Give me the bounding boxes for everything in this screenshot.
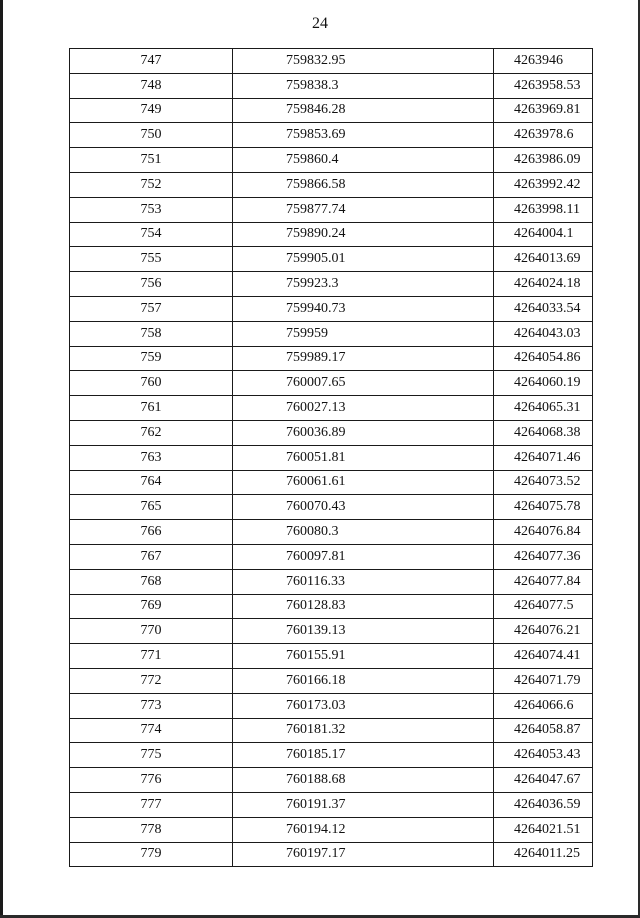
x-coordinate-cell: 759846.28 <box>233 98 494 123</box>
table-row <box>70 148 593 173</box>
table-row <box>70 247 593 272</box>
y-coordinate-cell: 4264074.41 <box>494 644 593 669</box>
table-row <box>70 470 593 495</box>
table-row <box>70 668 593 693</box>
y-coordinate-cell: 4264077.36 <box>494 544 593 569</box>
x-coordinate-cell: 759853.69 <box>233 123 494 148</box>
y-coordinate-cell: 4264077.84 <box>494 569 593 594</box>
y-coordinate-cell: 4264060.19 <box>494 371 593 396</box>
y-coordinate-cell: 4263946 <box>494 49 593 74</box>
table-row <box>70 371 593 396</box>
y-coordinate-cell: 4264033.54 <box>494 296 593 321</box>
point-number-cell: 750 <box>70 123 233 148</box>
y-coordinate-cell: 4264076.21 <box>494 619 593 644</box>
point-number-cell: 755 <box>70 247 233 272</box>
y-coordinate-cell: 4264013.69 <box>494 247 593 272</box>
x-coordinate-cell: 759890.24 <box>233 222 494 247</box>
table-row <box>70 718 593 743</box>
x-coordinate-cell: 760197.17 <box>233 842 494 867</box>
x-coordinate-cell: 760173.03 <box>233 693 494 718</box>
y-coordinate-cell: 4264065.31 <box>494 396 593 421</box>
point-number-cell: 776 <box>70 768 233 793</box>
point-number-cell: 767 <box>70 544 233 569</box>
table-row <box>70 296 593 321</box>
table-row <box>70 743 593 768</box>
point-number-cell: 760 <box>70 371 233 396</box>
coordinates-table <box>69 48 593 867</box>
y-coordinate-cell: 4264058.87 <box>494 718 593 743</box>
y-coordinate-cell: 4264011.25 <box>494 842 593 867</box>
point-number-cell: 777 <box>70 792 233 817</box>
table-row <box>70 222 593 247</box>
y-coordinate-cell: 4263978.6 <box>494 123 593 148</box>
x-coordinate-cell: 759860.4 <box>233 148 494 173</box>
x-coordinate-cell: 760061.61 <box>233 470 494 495</box>
table-row <box>70 544 593 569</box>
point-number-cell: 753 <box>70 197 233 222</box>
table-row <box>70 272 593 297</box>
table-row <box>70 495 593 520</box>
point-number-cell: 758 <box>70 321 233 346</box>
y-coordinate-cell: 4264071.46 <box>494 445 593 470</box>
table-row <box>70 49 593 74</box>
point-number-cell: 775 <box>70 743 233 768</box>
point-number-cell: 757 <box>70 296 233 321</box>
table-row <box>70 693 593 718</box>
x-coordinate-cell: 760166.18 <box>233 668 494 693</box>
table-row <box>70 396 593 421</box>
x-coordinate-cell: 759866.58 <box>233 172 494 197</box>
x-coordinate-cell: 760155.91 <box>233 644 494 669</box>
y-coordinate-cell: 4264036.59 <box>494 792 593 817</box>
point-number-cell: 771 <box>70 644 233 669</box>
x-coordinate-cell: 759989.17 <box>233 346 494 371</box>
y-coordinate-cell: 4264024.18 <box>494 272 593 297</box>
table-row <box>70 98 593 123</box>
y-coordinate-cell: 4264047.67 <box>494 768 593 793</box>
y-coordinate-cell: 4263969.81 <box>494 98 593 123</box>
point-number-cell: 773 <box>70 693 233 718</box>
x-coordinate-cell: 760051.81 <box>233 445 494 470</box>
table-row <box>70 197 593 222</box>
point-number-cell: 751 <box>70 148 233 173</box>
y-coordinate-cell: 4264075.78 <box>494 495 593 520</box>
x-coordinate-cell: 760097.81 <box>233 544 494 569</box>
y-coordinate-cell: 4264077.5 <box>494 594 593 619</box>
table-row <box>70 520 593 545</box>
point-number-cell: 763 <box>70 445 233 470</box>
y-coordinate-cell: 4264068.38 <box>494 420 593 445</box>
x-coordinate-cell: 759877.74 <box>233 197 494 222</box>
point-number-cell: 759 <box>70 346 233 371</box>
x-coordinate-cell: 760194.12 <box>233 817 494 842</box>
table-row <box>70 569 593 594</box>
x-coordinate-cell: 760027.13 <box>233 396 494 421</box>
x-coordinate-cell: 759959 <box>233 321 494 346</box>
point-number-cell: 762 <box>70 420 233 445</box>
x-coordinate-cell: 759905.01 <box>233 247 494 272</box>
x-coordinate-cell: 759940.73 <box>233 296 494 321</box>
y-coordinate-cell: 4264076.84 <box>494 520 593 545</box>
y-coordinate-cell: 4264053.43 <box>494 743 593 768</box>
point-number-cell: 772 <box>70 668 233 693</box>
table-row <box>70 321 593 346</box>
y-coordinate-cell: 4264071.79 <box>494 668 593 693</box>
table-row <box>70 619 593 644</box>
page-number: 24 <box>312 15 328 32</box>
x-coordinate-cell: 760191.37 <box>233 792 494 817</box>
table-row <box>70 768 593 793</box>
table-row <box>70 817 593 842</box>
x-coordinate-cell: 760181.32 <box>233 718 494 743</box>
x-coordinate-cell: 760070.43 <box>233 495 494 520</box>
y-coordinate-cell: 4264066.6 <box>494 693 593 718</box>
x-coordinate-cell: 760139.13 <box>233 619 494 644</box>
point-number-cell: 774 <box>70 718 233 743</box>
point-number-cell: 778 <box>70 817 233 842</box>
y-coordinate-cell: 4264043.03 <box>494 321 593 346</box>
point-number-cell: 764 <box>70 470 233 495</box>
x-coordinate-cell: 759923.3 <box>233 272 494 297</box>
point-number-cell: 754 <box>70 222 233 247</box>
point-number-cell: 749 <box>70 98 233 123</box>
point-number-cell: 779 <box>70 842 233 867</box>
table-row <box>70 73 593 98</box>
y-coordinate-cell: 4263958.53 <box>494 73 593 98</box>
point-number-cell: 766 <box>70 520 233 545</box>
x-coordinate-cell: 760116.33 <box>233 569 494 594</box>
y-coordinate-cell: 4263986.09 <box>494 148 593 173</box>
y-coordinate-cell: 4264004.1 <box>494 222 593 247</box>
point-number-cell: 748 <box>70 73 233 98</box>
scan-edge-left <box>0 0 3 918</box>
point-number-cell: 761 <box>70 396 233 421</box>
table-row <box>70 792 593 817</box>
x-coordinate-cell: 760007.65 <box>233 371 494 396</box>
table-row <box>70 842 593 867</box>
x-coordinate-cell: 760128.83 <box>233 594 494 619</box>
point-number-cell: 768 <box>70 569 233 594</box>
table-row <box>70 172 593 197</box>
table-row <box>70 123 593 148</box>
x-coordinate-cell: 759832.95 <box>233 49 494 74</box>
point-number-cell: 770 <box>70 619 233 644</box>
point-number-cell: 765 <box>70 495 233 520</box>
y-coordinate-cell: 4263998.11 <box>494 197 593 222</box>
x-coordinate-cell: 760080.3 <box>233 520 494 545</box>
x-coordinate-cell: 760185.17 <box>233 743 494 768</box>
table-row <box>70 644 593 669</box>
point-number-cell: 756 <box>70 272 233 297</box>
y-coordinate-cell: 4264054.86 <box>494 346 593 371</box>
y-coordinate-cell: 4264021.51 <box>494 817 593 842</box>
table-row <box>70 445 593 470</box>
x-coordinate-cell: 759838.3 <box>233 73 494 98</box>
point-number-cell: 747 <box>70 49 233 74</box>
table-row <box>70 346 593 371</box>
point-number-cell: 752 <box>70 172 233 197</box>
x-coordinate-cell: 760188.68 <box>233 768 494 793</box>
point-number-cell: 769 <box>70 594 233 619</box>
x-coordinate-cell: 760036.89 <box>233 420 494 445</box>
table-row <box>70 594 593 619</box>
y-coordinate-cell: 4263992.42 <box>494 172 593 197</box>
y-coordinate-cell: 4264073.52 <box>494 470 593 495</box>
table-row <box>70 420 593 445</box>
coordinates-table-body <box>70 49 593 867</box>
